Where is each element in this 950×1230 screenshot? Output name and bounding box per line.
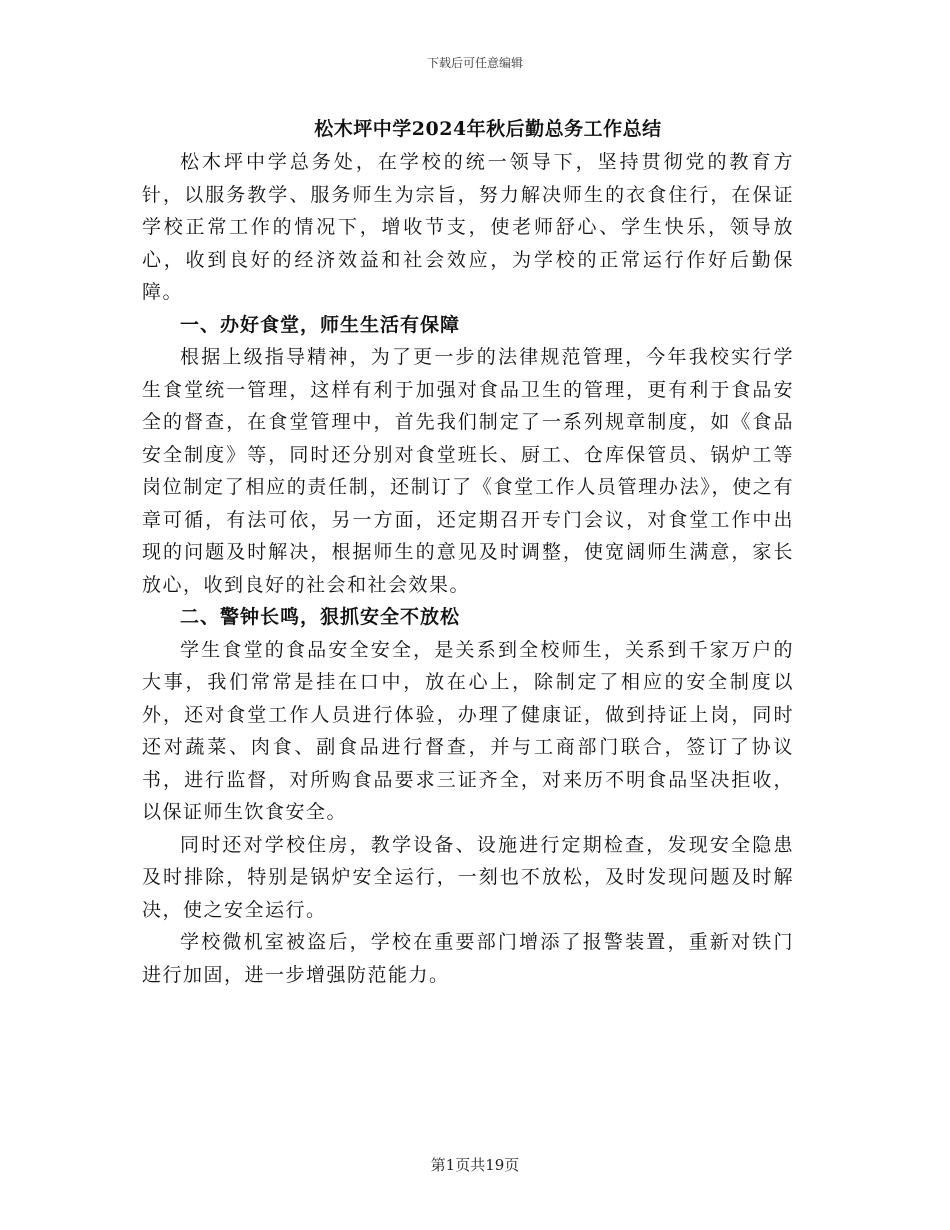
document-title: 松木坪中学2024年秋后勤总务工作总结 bbox=[314, 118, 662, 140]
section-2-paragraph-1: 学生食堂的食品安全安全，是关系到全校师生，关系到千家万户的大事，我们常常是挂在口中，放在心上，除制定了相应的安全制度以外，还对食堂工作人员进行体验，办理了健康证，做到持证上岗，同时还对蔬菜、肉食、副食品进行督查，并与工商部门联合，签订了协议书，进行监督，对所购食品要求三证齐全，对来历不明食品坚决拒收，以保证师生饮食安全。 bbox=[142, 638, 794, 823]
section-1-heading: 一、办好食堂，师生生活有保障 bbox=[180, 313, 461, 336]
page-footer: 第1页共19页 bbox=[430, 1156, 520, 1174]
section-2-heading: 二、警钟长鸣，狠抓安全不放松 bbox=[180, 606, 461, 628]
section-1-paragraph: 根据上级指导精神，为了更一步的法律规范管理，今年我校实行学生食堂统一管理，这样有利于加强对食品卫生的管理，更有利于食品安全的督查，在食堂管理中，首先我们制定了一系列规章制度，如《食品安全制度》等，同时还分别对食堂班长、厨工、仓库保管员、锅炉工等岗位制定了相应的责任制，还制订了《食堂工作人员管理办法》，使之有章可循，有法可依，另一方面，还定期召开专门会议，对食堂工作中出现的问题及时解决，根据师生的意见及时调整，使宽阔师生满意，家长放心，收到良好的社会和社会效果。 bbox=[142, 346, 794, 596]
section-2-paragraph-3: 学校微机室被盗后，学校在重要部门增添了报警装置，重新对铁门进行加固，进一步增强防范能力。 bbox=[142, 931, 794, 986]
intro-paragraph: 松木坪中学总务处，在学校的统一领导下，坚持贯彻党的教育方针，以服务教学、服务师生为宗旨，努力解决师生的衣食住行，在保证学校正常工作的情况下，增收节支，使老师舒心、学生快乐，领导放心，收到良好的经济效益和社会效应，为学校的正常运行作好后勤保障。 bbox=[142, 151, 794, 303]
document-body bbox=[142, 112, 794, 991]
header-note: 下载后可任意编辑 bbox=[426, 56, 523, 70]
section-2-paragraph-2: 同时还对学校住房，教学设备、设施进行定期检查，发现安全隐患及时排除，特别是锅炉安全运行，一刻也不放松，及时发现问题及时解决，使之安全运行。 bbox=[142, 833, 794, 921]
